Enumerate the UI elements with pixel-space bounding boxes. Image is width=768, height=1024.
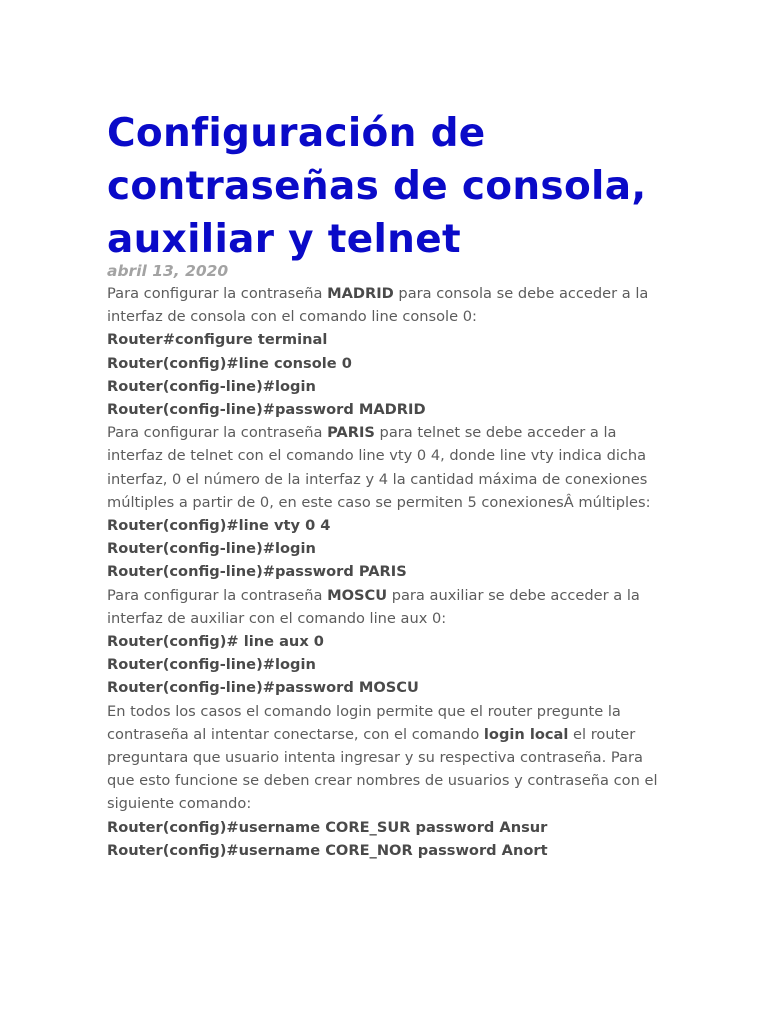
paragraph-text: Para configurar la contraseña — [107, 424, 328, 442]
paragraph-text: Para configurar la contraseña — [107, 586, 328, 604]
article — [107, 107, 667, 862]
command-line: Router(config-line)#login — [107, 540, 316, 558]
paragraph-text: para consola se debe acceder a la interfaz de consola con el comando line console 0: — [107, 285, 649, 326]
paragraph-text: el router preguntara que usuario intenta ingresar y su respectiva contraseña. Para que esto funcione se deben crear nombres de usuarios y contraseña con el siguiente comando: — [107, 725, 658, 813]
command-line: Router(config)#username CORE_NOR password Anort — [107, 841, 548, 859]
command-line: Router(config-line)#password PARIS — [107, 563, 407, 581]
paragraph-text: Para configurar la contraseña — [107, 285, 328, 302]
command-line: Router(config-line)#password MADRID — [107, 401, 426, 419]
command-line: Router(config)# line aux 0 — [107, 633, 324, 651]
paragraph-console — [107, 282, 667, 328]
paragraph-login-local — [107, 700, 667, 816]
command-line: Router(config-line)#password MOSCU — [107, 679, 419, 697]
article-body — [107, 282, 667, 862]
article-title: Configuración de contraseñas de consola, auxiliar y telnet — [107, 111, 647, 262]
paragraph-text: para auxiliar se debe acceder a la interfaz de auxiliar con el comando line aux 0: — [107, 586, 640, 627]
password-keyword: PARIS — [327, 424, 375, 442]
command-line: Router(config)#line vty 0 4 — [107, 517, 331, 535]
paragraph-text: En todos los casos el comando login permite que el router pregunte la contraseña al intentar conectarse, con el comando — [107, 702, 621, 743]
command-line: Router(config-line)#login — [107, 656, 316, 674]
paragraph-telnet — [107, 421, 667, 514]
command-line: Router(config)#username CORE_SUR password Ansur — [107, 818, 548, 836]
command-line: Router#configure terminal — [107, 331, 328, 349]
article-date: abril 13, 2020 — [107, 262, 229, 280]
command-line: Router(config-line)#login — [107, 377, 316, 395]
password-keyword: MADRID — [327, 285, 394, 302]
login-local-keyword: login local — [483, 725, 569, 743]
password-keyword: MOSCU — [327, 586, 388, 604]
paragraph-text: para telnet se debe acceder a la interfaz de telnet con el comando line vty 0 4, donde line vty indica dicha interfaz, 0 el número de la interfaz y 4 la cantidad máxima de conexiones múltiples a partir de 0, en este caso se permiten 5 conexionesÂ múltiples: — [107, 424, 651, 511]
command-line: Router(config)#line console 0 — [107, 354, 352, 372]
paragraph-auxiliar — [107, 584, 667, 630]
